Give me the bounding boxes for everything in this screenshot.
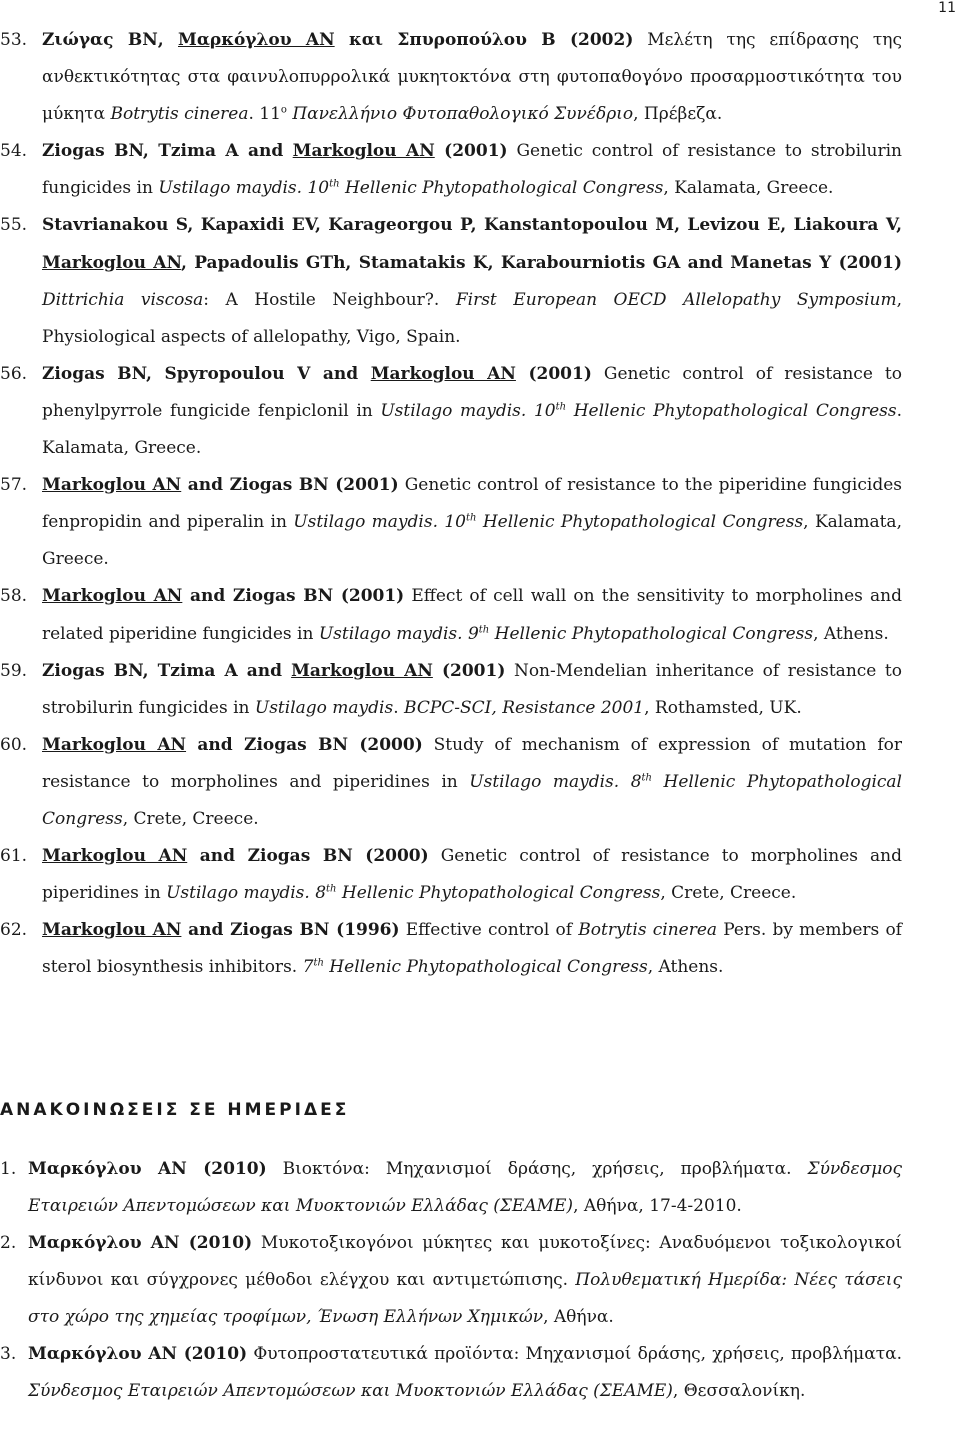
entry-number: 56. bbox=[0, 363, 28, 384]
entry-location: , Athens. bbox=[647, 957, 724, 978]
entry-venue: Hellenic Phytopathological Congress bbox=[42, 771, 902, 829]
entry-number: 2. bbox=[0, 1233, 17, 1253]
entry-title: Study of mechanism of expression of mutation for resistance to morpholines and piperidines in bbox=[42, 734, 902, 792]
entry-location: , Rothamsted, UK. bbox=[644, 697, 802, 718]
entry-authors: Μαρκόγλου ΑΝ (2010) bbox=[28, 1344, 248, 1364]
entry-venue: Hellenic Phytopathological Congress bbox=[336, 883, 661, 904]
entry-venue-sup: th bbox=[465, 512, 477, 524]
entry-author-highlight: Markoglou AN bbox=[42, 846, 188, 867]
entry-authors-year: and Ziogas BN (2000) bbox=[187, 846, 429, 867]
entry-location: , Crete, Creece. bbox=[660, 883, 797, 904]
entry-species: Ustilago maydis bbox=[293, 512, 433, 533]
entry-venue: Πανελλήνιο Φυτοπαθολογικό Συνέδριο bbox=[286, 104, 634, 125]
entry-venue: Hellenic Phytopathological Congress bbox=[489, 623, 814, 644]
entry-venue: Hellenic Phytopathological Congress bbox=[476, 512, 804, 533]
entry-authors-year: (2001) bbox=[432, 660, 506, 681]
entry-venue-sup: ο bbox=[280, 104, 287, 116]
entry-venue-prefix: . 8 bbox=[613, 771, 642, 792]
entry-venue-prefix: . 10 bbox=[432, 512, 466, 533]
entry-location: . Kalamata, Greece. bbox=[42, 400, 902, 459]
entry-title: Βιοκτόνα: Μηχανισμοί δράσης, χρήσεις, προβλήματα. bbox=[266, 1159, 792, 1179]
entry-author-highlight: Markoglou AN bbox=[42, 920, 182, 941]
entry-species: Botrytis cinerea bbox=[578, 920, 718, 941]
entry-species: Ustilago maydis bbox=[469, 771, 614, 792]
entry-location: , Kalamata, Greece. bbox=[663, 178, 834, 199]
entry-authors: Ζιώγας ΒΝ, bbox=[42, 30, 178, 50]
publication-entry bbox=[0, 838, 902, 912]
entry-authors: Ziogas BN, Tzima A and bbox=[42, 660, 292, 681]
entry-venue-prefix: . 11 bbox=[248, 104, 281, 125]
announcement-list bbox=[0, 1151, 960, 1410]
entry-authors-year: and Ziogas BN (2001) bbox=[181, 475, 399, 496]
entry-number: 59. bbox=[0, 660, 28, 681]
entry-number: 58. bbox=[0, 586, 28, 607]
publication-entry bbox=[0, 467, 902, 578]
entry-location: , Crete, Creece. bbox=[122, 808, 259, 829]
entry-number: 57. bbox=[0, 475, 28, 496]
entry-title: Μυκοτοξικογόνοι μύκητες και μυκοτοξίνες: Αναδυόμενοι τοξικολογικοί κίνδυνοι και σύγχρονες μέθοδοι ελέγχου και αντιμετώπισης. bbox=[28, 1233, 902, 1290]
entry-venue-prefix: . 10 bbox=[520, 400, 556, 421]
entry-number: 61. bbox=[0, 846, 28, 867]
entry-author-highlight: Markoglou AN bbox=[42, 734, 187, 755]
entry-title: Μελέτη της επίδρασης της ανθεκτικότητας στα φαινυλοπυρρολικά μυκητοκτόνα στη φυτοπαθογόνο προσαρμοστικότητα του μύκητα bbox=[42, 30, 902, 125]
entry-title: Genetic control of resistance to phenylpyrrole fungicide fenpiclonil in bbox=[42, 363, 902, 421]
entry-number: 60. bbox=[0, 734, 28, 755]
publication-list bbox=[0, 22, 960, 986]
entry-location: , Athens. bbox=[813, 623, 889, 644]
entry-author-highlight: Μαρκόγλου ΑΝ bbox=[178, 30, 335, 50]
entry-venue-sup: th bbox=[329, 178, 340, 190]
entry-species: Ustilago maydis bbox=[254, 697, 394, 718]
entry-venue-sup: th bbox=[555, 401, 567, 413]
entry-title: Effective control of bbox=[399, 920, 579, 941]
entry-species: Ustilago maydis bbox=[166, 883, 305, 904]
entry-author-highlight: Markoglou AN bbox=[42, 252, 181, 273]
entry-venue-prefix: . 8 bbox=[304, 883, 327, 904]
entry-title: Genetic control of resistance to the piperidine fungicides fenpropidin and piperalin in bbox=[42, 475, 902, 533]
entry-title: Effect of cell wall on the sensitivity to morpholines and related piperidine fungicides in bbox=[42, 586, 902, 644]
entry-species: Botrytis cinerea bbox=[110, 104, 249, 125]
entry-venue: Σύνδεσμος Εταιρειών Απεντομώσεων και Μυοκτονιών Ελλάδας (ΣΕΑΜΕ) bbox=[28, 1159, 903, 1216]
entry-venue: Hellenic Phytopathological Congress bbox=[339, 178, 664, 199]
publication-entry bbox=[0, 22, 902, 133]
entry-title: Φυτοπροστατευτικά προϊόντα: Μηχανισμοί δράσης, χρήσεις, προβλήματα. bbox=[247, 1344, 902, 1364]
entry-number: 54. bbox=[0, 141, 28, 162]
entry-location: , Αθήνα. bbox=[543, 1307, 614, 1327]
entry-authors-year: and Ziogas BN (2000) bbox=[186, 734, 423, 755]
publication-entry bbox=[0, 356, 902, 467]
entry-title-cont: Pers. by members of sterol biosynthesis inhibitors. bbox=[42, 920, 902, 978]
section-title: ΑΝΑΚΟΙΝΩΣΕΙΣ ΣΕ ΗΜΕΡΙΔΕΣ bbox=[0, 1100, 350, 1120]
entry-author-highlight: Markoglou AN bbox=[42, 586, 183, 607]
entry-author-highlight: Markoglou AN bbox=[42, 475, 182, 496]
entry-venue: Hellenic Phytopathological Congress bbox=[323, 957, 648, 978]
entry-location: , Πρέβεζα. bbox=[633, 104, 723, 125]
entry-authors: Stavrianakou S, Kapaxidi EV, Karageorgou P, Kanstantopoulou M, Levizou E, Liakoura V, bbox=[42, 215, 902, 236]
entry-species: Ustilago maydis bbox=[158, 178, 297, 199]
entry-authors: Ziogas BN, Tzima A and bbox=[42, 141, 293, 162]
entry-venue-sup: th bbox=[478, 623, 490, 635]
entry-authors-year: (2001) bbox=[434, 141, 508, 162]
entry-venue-sup: th bbox=[326, 883, 337, 895]
entry-title: Genetic control of resistance to strobilurin fungicides in bbox=[42, 141, 902, 199]
entry-venue: Πολυθεματική Ημερίδα: Νέες τάσεις στο χώρο της χημείας τροφίμων, Ένωση Ελλήνων Χημικών bbox=[28, 1270, 902, 1327]
entry-venue-prefix: . 10 bbox=[296, 178, 330, 199]
publication-entry bbox=[0, 207, 902, 355]
entry-title: Non-Mendelian inheritance of resistance to strobilurin fungicides in bbox=[42, 660, 902, 718]
entry-number: 1. bbox=[0, 1159, 17, 1179]
publication-entry bbox=[0, 653, 902, 727]
page-number: 11 bbox=[938, 0, 956, 16]
entry-authors-year: and Ziogas BN (1996) bbox=[181, 920, 400, 941]
publication-entry bbox=[0, 133, 902, 207]
entry-location: , Kalamata, Greece. bbox=[42, 512, 902, 570]
entry-venue: BCPC-SCI, Resistance 2001 bbox=[404, 697, 645, 718]
entry-venue-prefix: . bbox=[393, 697, 405, 718]
entry-number: 3. bbox=[0, 1344, 17, 1364]
entry-title: : A Hostile Neighbour?. bbox=[203, 289, 440, 310]
entry-authors-year: , Papadoulis GTh, Stamatakis K, Karabourniotis GA and Manetas Y (2001) bbox=[180, 252, 902, 273]
entry-author-highlight: Markoglou AN bbox=[370, 363, 516, 384]
entry-location: , Physiological aspects of allelopathy, Vigo, Spain. bbox=[42, 289, 903, 347]
announcement-entry bbox=[0, 1151, 902, 1225]
announcement-entry bbox=[0, 1336, 902, 1410]
entry-authors-year: and Ziogas BN (2001) bbox=[182, 586, 405, 607]
entry-venue: Σύνδεσμος Εταιρειών Απεντομώσεων και Μυοκτονιών Ελλάδας (ΣΕΑΜΕ) bbox=[28, 1381, 673, 1401]
entry-species: Ustilago maydis bbox=[318, 623, 458, 644]
entry-venue-prefix: 7 bbox=[297, 957, 314, 978]
entry-authors: Ziogas BN, Spyropoulou V and bbox=[42, 363, 371, 384]
entry-venue: First European OECD Allelopathy Symposium bbox=[439, 289, 897, 310]
entry-title: Genetic control of resistance to morpholines and piperidines in bbox=[42, 846, 902, 904]
entry-species: Ustilago maydis bbox=[380, 400, 521, 421]
entry-venue-prefix: . 9 bbox=[457, 623, 479, 644]
entry-location: , Αθήνα, 17-4-2010. bbox=[573, 1196, 742, 1216]
entry-number: 62. bbox=[0, 920, 28, 941]
entry-species: Dittrichia viscosa bbox=[42, 289, 204, 310]
entry-authors: Μαρκόγλου ΑΝ (2010) bbox=[28, 1233, 253, 1253]
publication-entry bbox=[0, 578, 902, 652]
entry-number: 55. bbox=[0, 215, 28, 236]
entry-venue: Hellenic Phytopathological Congress bbox=[566, 400, 897, 421]
publication-entry bbox=[0, 727, 902, 838]
entry-location: , Θεσσαλονίκη. bbox=[672, 1381, 806, 1401]
publication-entry bbox=[0, 912, 902, 986]
entry-venue-sup: th bbox=[641, 772, 652, 784]
announcement-entry bbox=[0, 1225, 902, 1336]
entry-author-highlight: Markoglou AN bbox=[291, 660, 433, 681]
entry-authors: Μαρκόγλου ΑΝ (2010) bbox=[28, 1159, 267, 1179]
entry-venue-sup: th bbox=[313, 957, 324, 969]
entry-authors-year: (2001) bbox=[515, 363, 592, 384]
entry-authors-year: και Σπυροπούλου Β (2002) bbox=[334, 30, 634, 50]
entry-author-highlight: Markoglou AN bbox=[292, 141, 435, 162]
entry-number: 53. bbox=[0, 30, 28, 50]
